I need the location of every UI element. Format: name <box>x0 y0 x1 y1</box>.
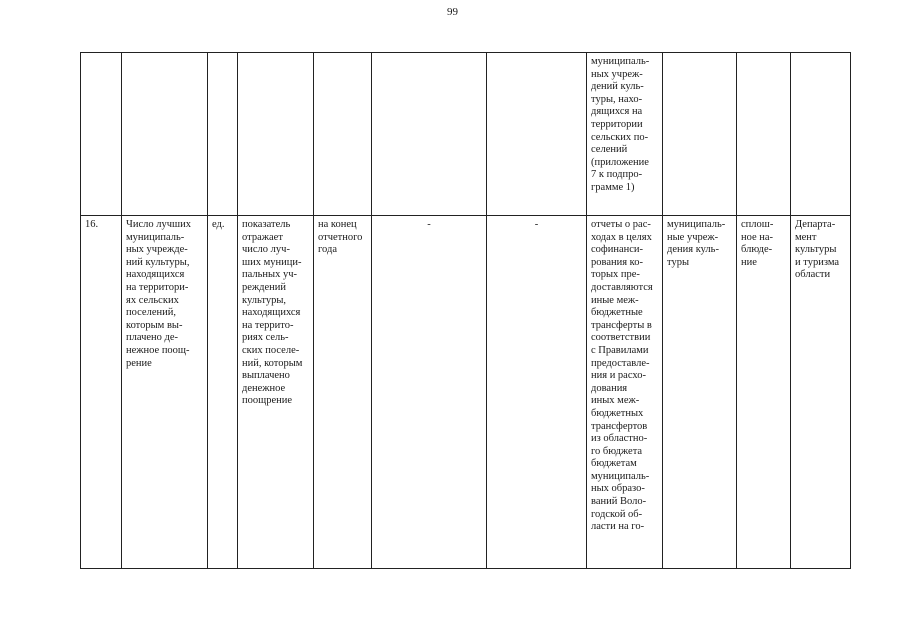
cell-basic-indicators <box>487 53 587 216</box>
cell-number <box>81 53 122 216</box>
cell-indicator-name <box>122 53 208 216</box>
cell-unit: ед. <box>208 216 238 569</box>
cell-data-source: отчеты о рас- ходах в целях софинанси- рования ко- торых пре- доставляются иные меж- бюджетные трансферты в соответствии с Правилами предоставле- ния и расхо- дования иных меж- бюджетных трансфертов из областно- го бюджета бюджетам муниципаль- ных образо- ваний Воло- годской об- ласти на го- <box>587 216 663 569</box>
cell-unit <box>208 53 238 216</box>
table-row <box>81 53 851 216</box>
cell-formula: - <box>372 216 487 569</box>
cell-coverage: сплош- ное на- блюде- ние <box>737 216 791 569</box>
cell-observation-unit <box>663 53 737 216</box>
indicator-table <box>80 52 851 569</box>
cell-formula <box>372 53 487 216</box>
cell-responsible <box>791 53 851 216</box>
cell-basic-indicators: - <box>487 216 587 569</box>
cell-number: 16. <box>81 216 122 569</box>
cell-observation-unit: муниципаль- ные учреж- дения куль- туры <box>663 216 737 569</box>
table-row <box>81 216 851 569</box>
cell-periodicity <box>314 53 372 216</box>
cell-responsible: Департа- мент культуры и туризма области <box>791 216 851 569</box>
page-number: 99 <box>447 6 458 18</box>
cell-data-source: муниципаль- ных учреж- дений куль- туры, нахо- дящихся на территории сельских по- селений (приложение 7 к подпро- грамме 1) <box>587 53 663 216</box>
cell-definition: показатель отражает число луч- ших муници- пальных уч- реждений культуры, находящихся на террито- риях сель- ских поселе- ний, которым выплачено денежное поощрение <box>238 216 314 569</box>
cell-periodicity: на конец отчетного года <box>314 216 372 569</box>
cell-definition <box>238 53 314 216</box>
cell-indicator-name: Число лучших муниципаль- ных учрежде- ний культуры, находящихся на территори- ях сельских поселений, которым вы- плачено де- нежное поощ- рение <box>122 216 208 569</box>
cell-coverage <box>737 53 791 216</box>
